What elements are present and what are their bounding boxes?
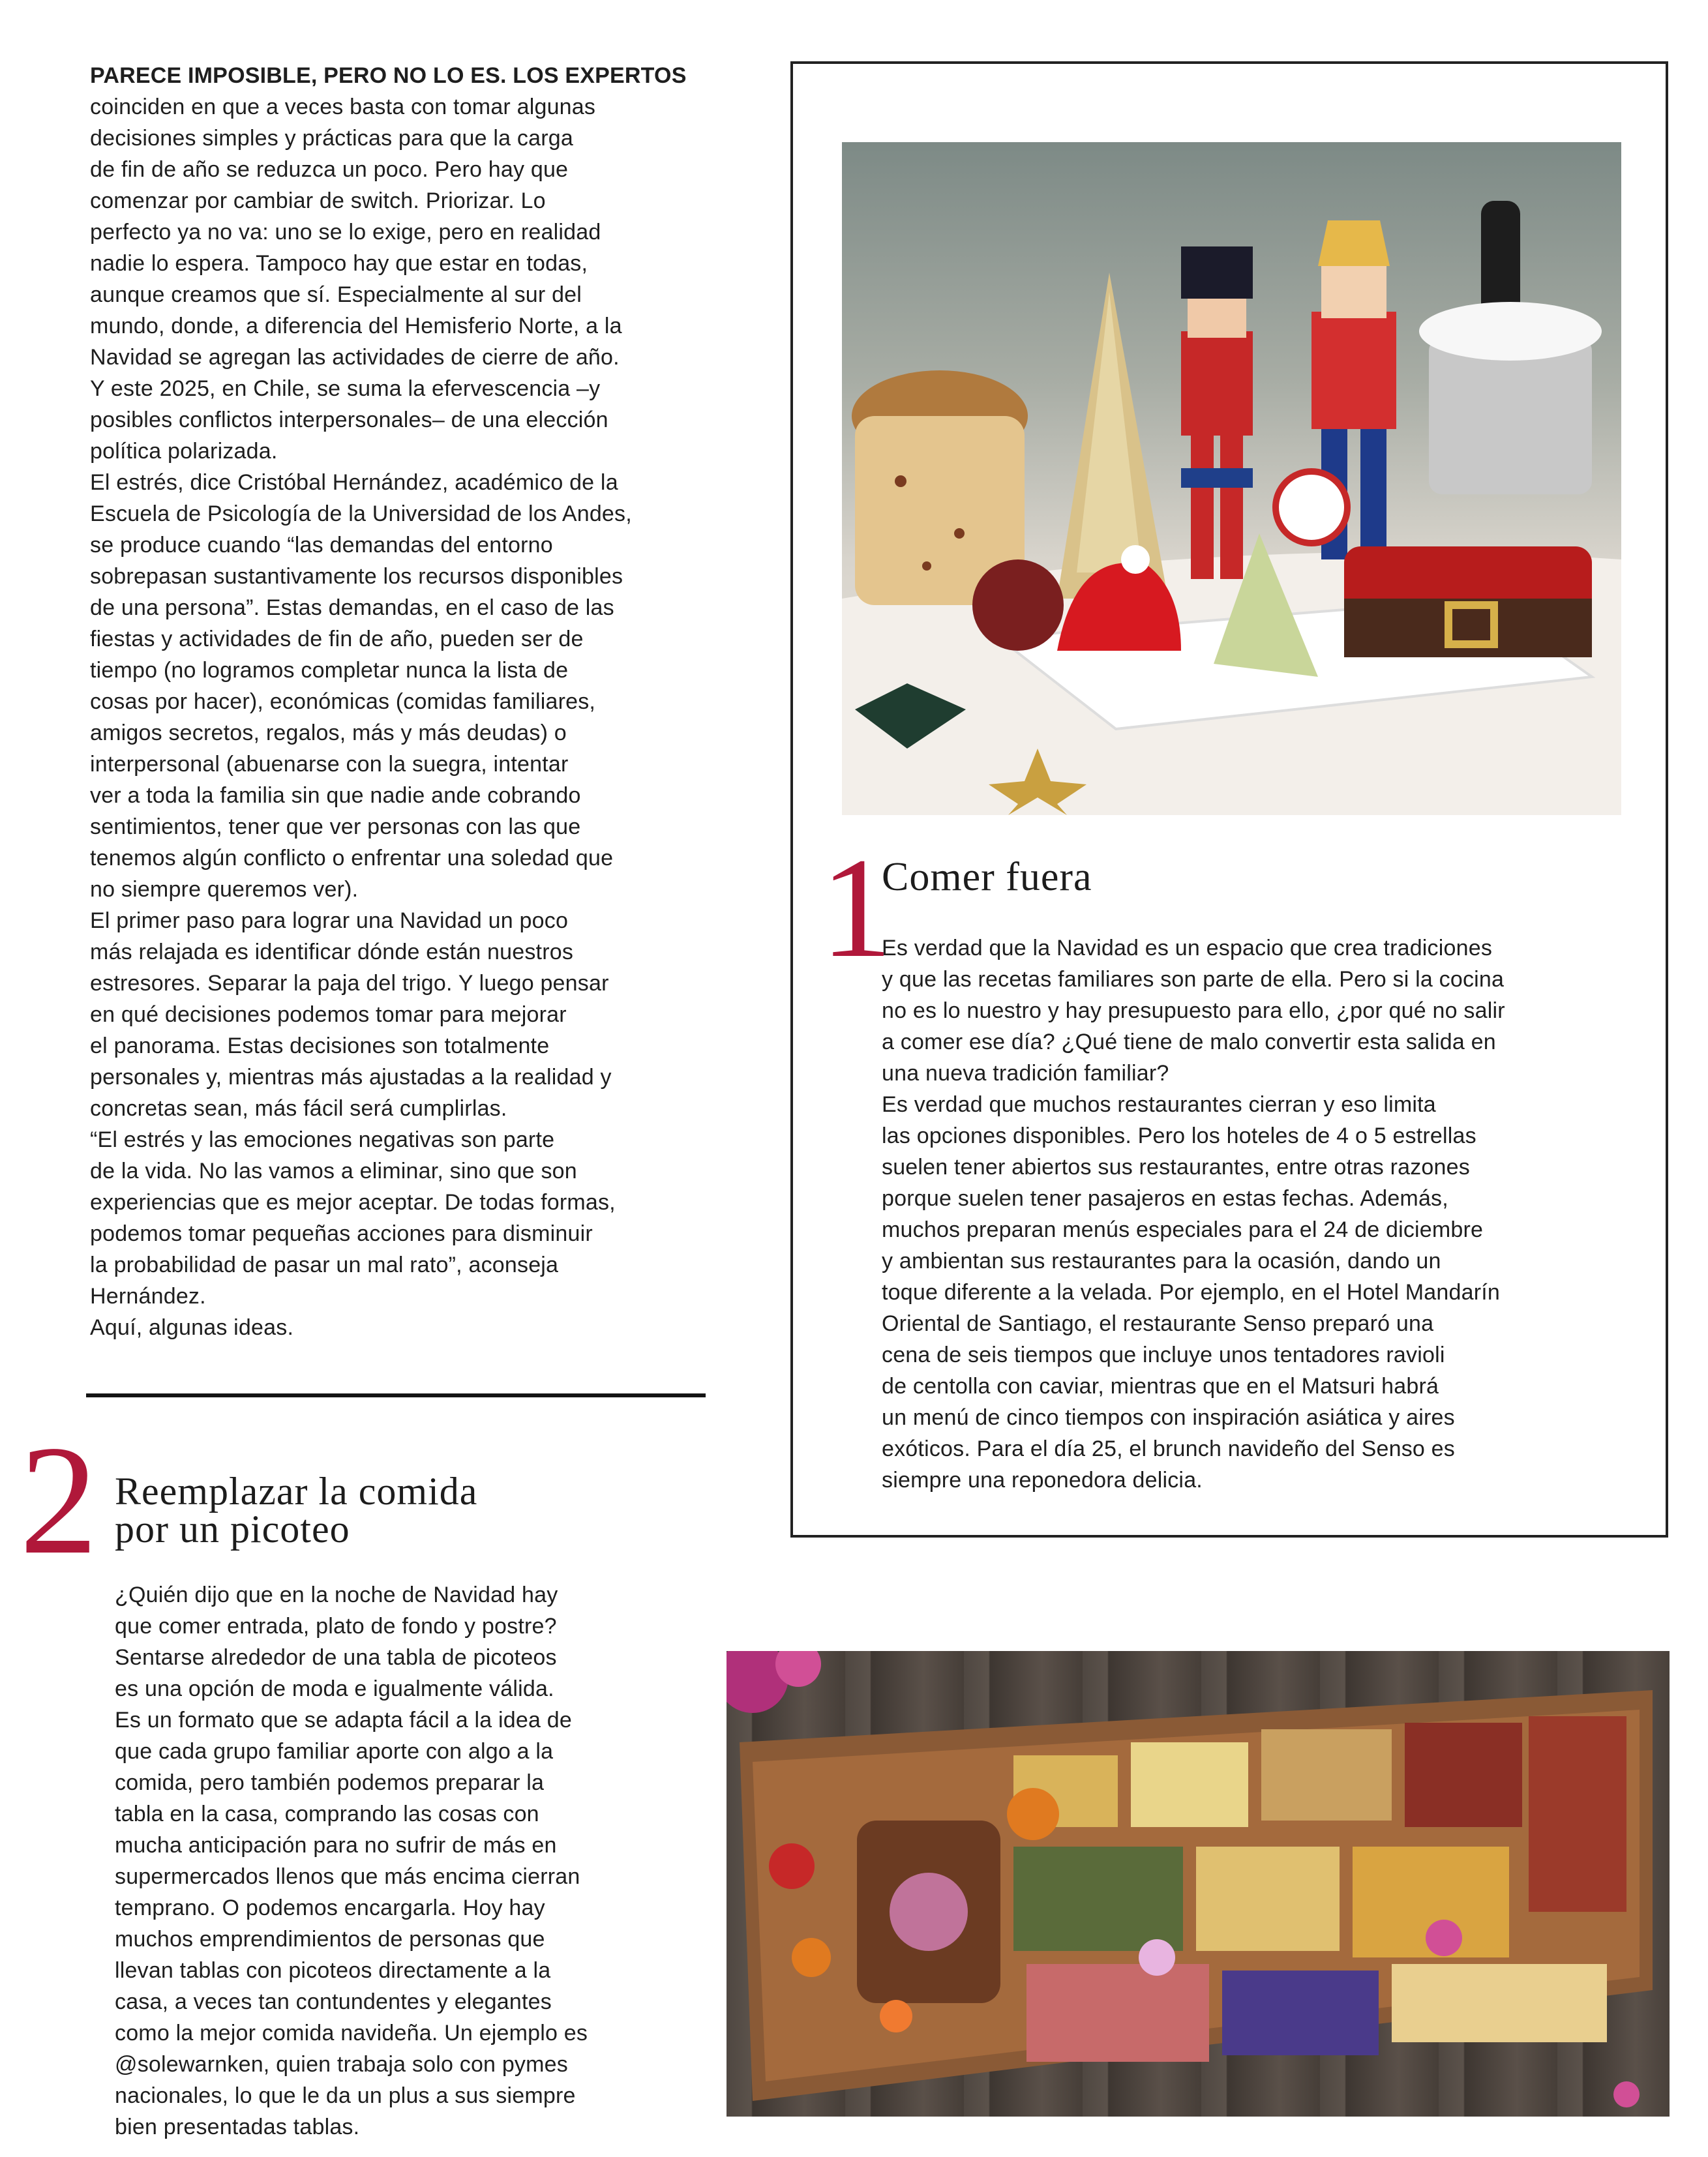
section-1-body: [882, 932, 1606, 1496]
section-2-body: [115, 1579, 715, 2143]
intro-paragraph: El primer paso para lograr una Navidad un poco más relajada es identificar dónde están nuestros estresores. Separar la paja del trigo. Y luego pensar en qué decisiones podemos tomar para mejorar el panorama. Estas decisiones son totalmente personales y, mientras más ajustadas a la realidad y concretas sean, más fácil será cumplirlas.: [90, 908, 612, 1121]
intro-paragraph-text: coinciden en que a veces basta con tomar algunas decisiones simples y prácticas para que la carga de fin de año se reduzca un poco. Pero hay que comenzar por cambiar de switch. Priorizar. Lo perfecto ya no va: uno se lo exige, pero en realidad nadie lo espera. Tampoco hay que estar en todas, aunque creamos que sí. Especialmente al sur del mundo, donde, a diferencia del Hemisferio Norte, a la Navidad se agregan las actividades de cierre de año. Y este 2025, en Chile, se suma la efervescencia –y posibles conflictos interpersonales– de una elección política polarizada.: [90, 95, 622, 464]
christmas-dessert-illustration: [842, 142, 1621, 815]
intro-column: [90, 60, 716, 1343]
intro-lead: PARECE IMPOSIBLE, PERO NO LO ES. LOS EXPERTOS: [90, 63, 687, 88]
section-2-number: 2: [20, 1413, 98, 1586]
section-1-paragraph: Es verdad que muchos restaurantes cierran y eso limita las opciones disponibles. Pero los hoteles de 4 o 5 estrellas suelen tener abiertos sus restaurantes, entre otras razones porque suelen tener pasajeros en estas fechas. Además, muchos preparan menús especiales para el 24 de diciembre y ambientan sus restaurantes para la ocasión, dando un toque diferente a la velada. Por ejemplo, en el Hotel Mandarín Oriental de Santiago, el restaurante Senso preparó una cena de seis tiempos que incluye unos tentadores ravioli de centolla con caviar, mientras que en el Matsuri habrá un menú de cinco tiempos con inspiración asiática y aires exóticos. Para el día 25, el brunch navideño del Senso es siempre una reponedora delicia.: [882, 1092, 1500, 1493]
section-1-number: 1: [820, 828, 892, 987]
intro-paragraph: El estrés, dice Cristóbal Hernández, académico de la Escuela de Psicología de la Universidad de los Andes, se produce cuando “las demandas del entorno sobrepasan sustantivamente los recursos disponibles de una persona”. Estas demandas, en el caso de las fiestas y actividades de fin de año, pueden ser de tiempo (no logramos completar nunca la lista de cosas por hacer), económicas (comidas familiares, amigos secretos, regalos, más y más deudas) o interpersonal (abuenarse con la suegra, intentar ver a toda la familia sin que nadie ande cobrando sentimientos, tener que ver personas con las que tenemos algún conflicto o enfrentar una soledad que no siempre queremos ver).: [90, 470, 632, 902]
intro-paragraph: [90, 60, 716, 467]
section-2-title: Reemplazar la comida por un picoteo: [115, 1470, 478, 1551]
intro-paragraph: “El estrés y las emociones negativas son parte de la vida. No las vamos a eliminar, sino que son experiencias que es mejor aceptar. De todas formas, podemos tomar pequeñas acciones para disminuir la probabilidad de pasar un mal rato”, aconseja Hernández.: [90, 1127, 616, 1309]
charcuterie-board-photo: [727, 1651, 1670, 2117]
charcuterie-board-illustration: [727, 1651, 1670, 2117]
section-2-paragraph: ¿Quién dijo que en la noche de Navidad hay que comer entrada, plato de fondo y postre? Sentarse alrededor de una tabla de picoteos es una opción de moda e igualmente válida. Es un formato que se adapta fácil a la idea de que cada grupo familiar aporte con algo a la comida, pero también podemos preparar la tabla en la casa, comprando las cosas con mucha anticipación para no sufrir de más en supermercados llenos que más encima cierran temprano. O podemos encargarla. Hoy hay muchos emprendimientos de personas que llevan tablas con picoteos directamente a la casa, a veces tan contundentes y elegantes como la mejor comida navideña. Un ejemplo es @solewarnken, quien trabaja solo con pymes nacionales, lo que le da un plus a sus siempre bien presentadas tablas.: [115, 1583, 588, 2139]
section-1-paragraph: Es verdad que la Navidad es un espacio que crea tradiciones y que las recetas familiares son parte de ella. Pero si la cocina no es lo nuestro y hay presupuesto para ello, ¿por qué no salir a comer ese día? ¿Qué tiene de malo convertir esta salida en una nueva tradición familiar?: [882, 936, 1505, 1086]
section-divider: [86, 1393, 706, 1397]
christmas-dessert-photo: [842, 142, 1621, 815]
intro-paragraph: Aquí, algunas ideas.: [90, 1315, 294, 1340]
section-1-title: Comer fuera: [882, 855, 1092, 899]
